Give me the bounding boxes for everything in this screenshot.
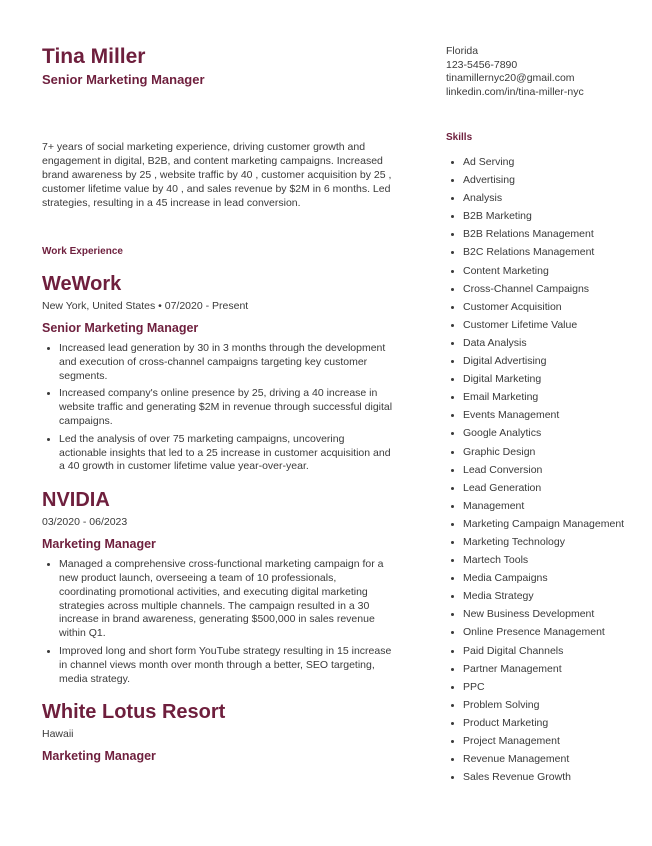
job-role: Marketing Manager	[42, 537, 156, 552]
skill-item: • Ad Serving	[463, 156, 646, 170]
job-meta: 03/2020 - 06/2023	[42, 516, 128, 529]
job-bullet: • Improved long and short form YouTube strategy resulting in 15 increase in channel views month over month through a better, SEO targeting, media strategy.	[59, 645, 394, 686]
skill-item: • B2C Relations Management	[463, 246, 646, 260]
contact-linkedin[interactable]: linkedin.com/in/tina-miller-nyc	[446, 85, 584, 98]
skill-item: • Digital Marketing	[463, 373, 646, 387]
skill-item: • Problem Solving	[463, 699, 646, 713]
skill-item: • Marketing Campaign Management	[463, 518, 646, 532]
job-meta: New York, United States • 07/2020 - Present	[42, 300, 249, 312]
main-column	[42, 44, 394, 764]
skill-item: • Email Marketing	[463, 391, 646, 405]
company-name: WeWork	[42, 273, 122, 295]
skill-item: • B2B Marketing	[463, 210, 646, 224]
skill-item: • Marketing Technology	[463, 536, 646, 550]
job-bullet: • Increased company's online presence by 25, driving a 40 increase in website traffic and generating $2M in revenue through successful digital campaigns.	[59, 387, 394, 428]
skill-item: • Advertising	[463, 174, 646, 188]
job-entry-nvidia	[42, 488, 394, 686]
job-entry-wework	[42, 272, 394, 474]
skill-item: • Partner Management	[463, 663, 646, 677]
skill-item: • New Business Development	[463, 608, 646, 622]
skill-item: • Events Management	[463, 409, 646, 423]
skill-item: • Graphic Design	[463, 446, 646, 460]
company-name: NVIDIA	[42, 489, 110, 512]
skill-item: • Customer Lifetime Value	[463, 319, 646, 333]
skill-item: • B2B Relations Management	[463, 228, 646, 242]
skill-item: • Sales Revenue Growth	[463, 771, 646, 785]
skill-item: • Lead Generation	[463, 482, 646, 496]
skill-item: • Lead Conversion	[463, 464, 646, 478]
skill-item: • Online Presence Management	[463, 626, 646, 640]
summary-text: 7+ years of social marketing experience, driving customer growth and engagement in digital, B2B, and content marketing campaigns. Increased brand awareness by 25 , website traffic by 40 , customer acquisition by 25 , customer lifetime value by 40 , and sales revenue by $2M in 6 months. Led strategies, resulting in a 45 increase in lead conversion.	[42, 141, 392, 209]
contact-phone: 123-5456-7890	[446, 58, 518, 71]
skill-item: • Google Analytics	[463, 427, 646, 441]
skill-item: • Revenue Management	[463, 753, 646, 767]
skill-item: • Analysis	[463, 192, 646, 206]
job-meta: Hawaii	[42, 728, 74, 741]
skill-item: • Media Strategy	[463, 590, 646, 604]
skill-item: • Customer Acquisition	[463, 301, 646, 315]
candidate-name: Tina Miller	[42, 45, 146, 68]
skill-item: • Content Marketing	[463, 265, 646, 279]
skill-item: • Media Campaigns	[463, 572, 646, 586]
contact-email[interactable]: tinamillernyc20@gmail.com	[446, 72, 575, 84]
skill-item: • Cross-Channel Campaigns	[463, 283, 646, 297]
job-bullet: • Managed a comprehensive cross-functional marketing campaign for a new product launch, overseeing a team of 10 professionals, coordinating promotional activities, and executing digital marketing strategies across multiple channels. The campaign resulted in a 30 increase in brand awareness, generating $500,000 in sales revenue within Q1.	[59, 558, 394, 641]
job-bullets	[42, 558, 394, 686]
job-role: Senior Marketing Manager	[42, 321, 199, 335]
skill-item: • Martech Tools	[463, 554, 646, 568]
side-column	[446, 45, 646, 789]
job-bullet: • Increased lead generation by 30 in 3 months through the development and execution of cross-channel campaigns targeting key customer segments.	[59, 342, 394, 383]
contact-info	[446, 45, 646, 99]
skill-item: • Digital Advertising	[463, 355, 646, 369]
skill-item: • Data Analysis	[463, 337, 646, 351]
job-bullets	[42, 342, 394, 474]
skill-item: • Project Management	[463, 735, 646, 749]
job-role: Marketing Manager	[42, 749, 156, 764]
experience-list	[42, 272, 394, 764]
skill-item: • PPC	[463, 681, 646, 695]
job-entry-white-lotus	[42, 700, 394, 764]
contact-location: Florida	[446, 45, 479, 57]
skill-item: • Paid Digital Channels	[463, 645, 646, 659]
skill-item: • Product Marketing	[463, 717, 646, 731]
candidate-title: Senior Marketing Manager	[42, 72, 205, 87]
work-experience-heading: Work Experience	[42, 246, 123, 257]
skills-heading: Skills	[446, 132, 473, 143]
company-name: White Lotus Resort	[42, 701, 226, 724]
job-bullet: • Led the analysis of over 75 marketing campaigns, uncovering actionable insights that led to a 25 increase in customer acquisition and a 40 growth in customer lifetime value year-over-year.	[59, 433, 394, 474]
skills-list	[446, 156, 646, 785]
skill-item: • Management	[463, 500, 646, 514]
